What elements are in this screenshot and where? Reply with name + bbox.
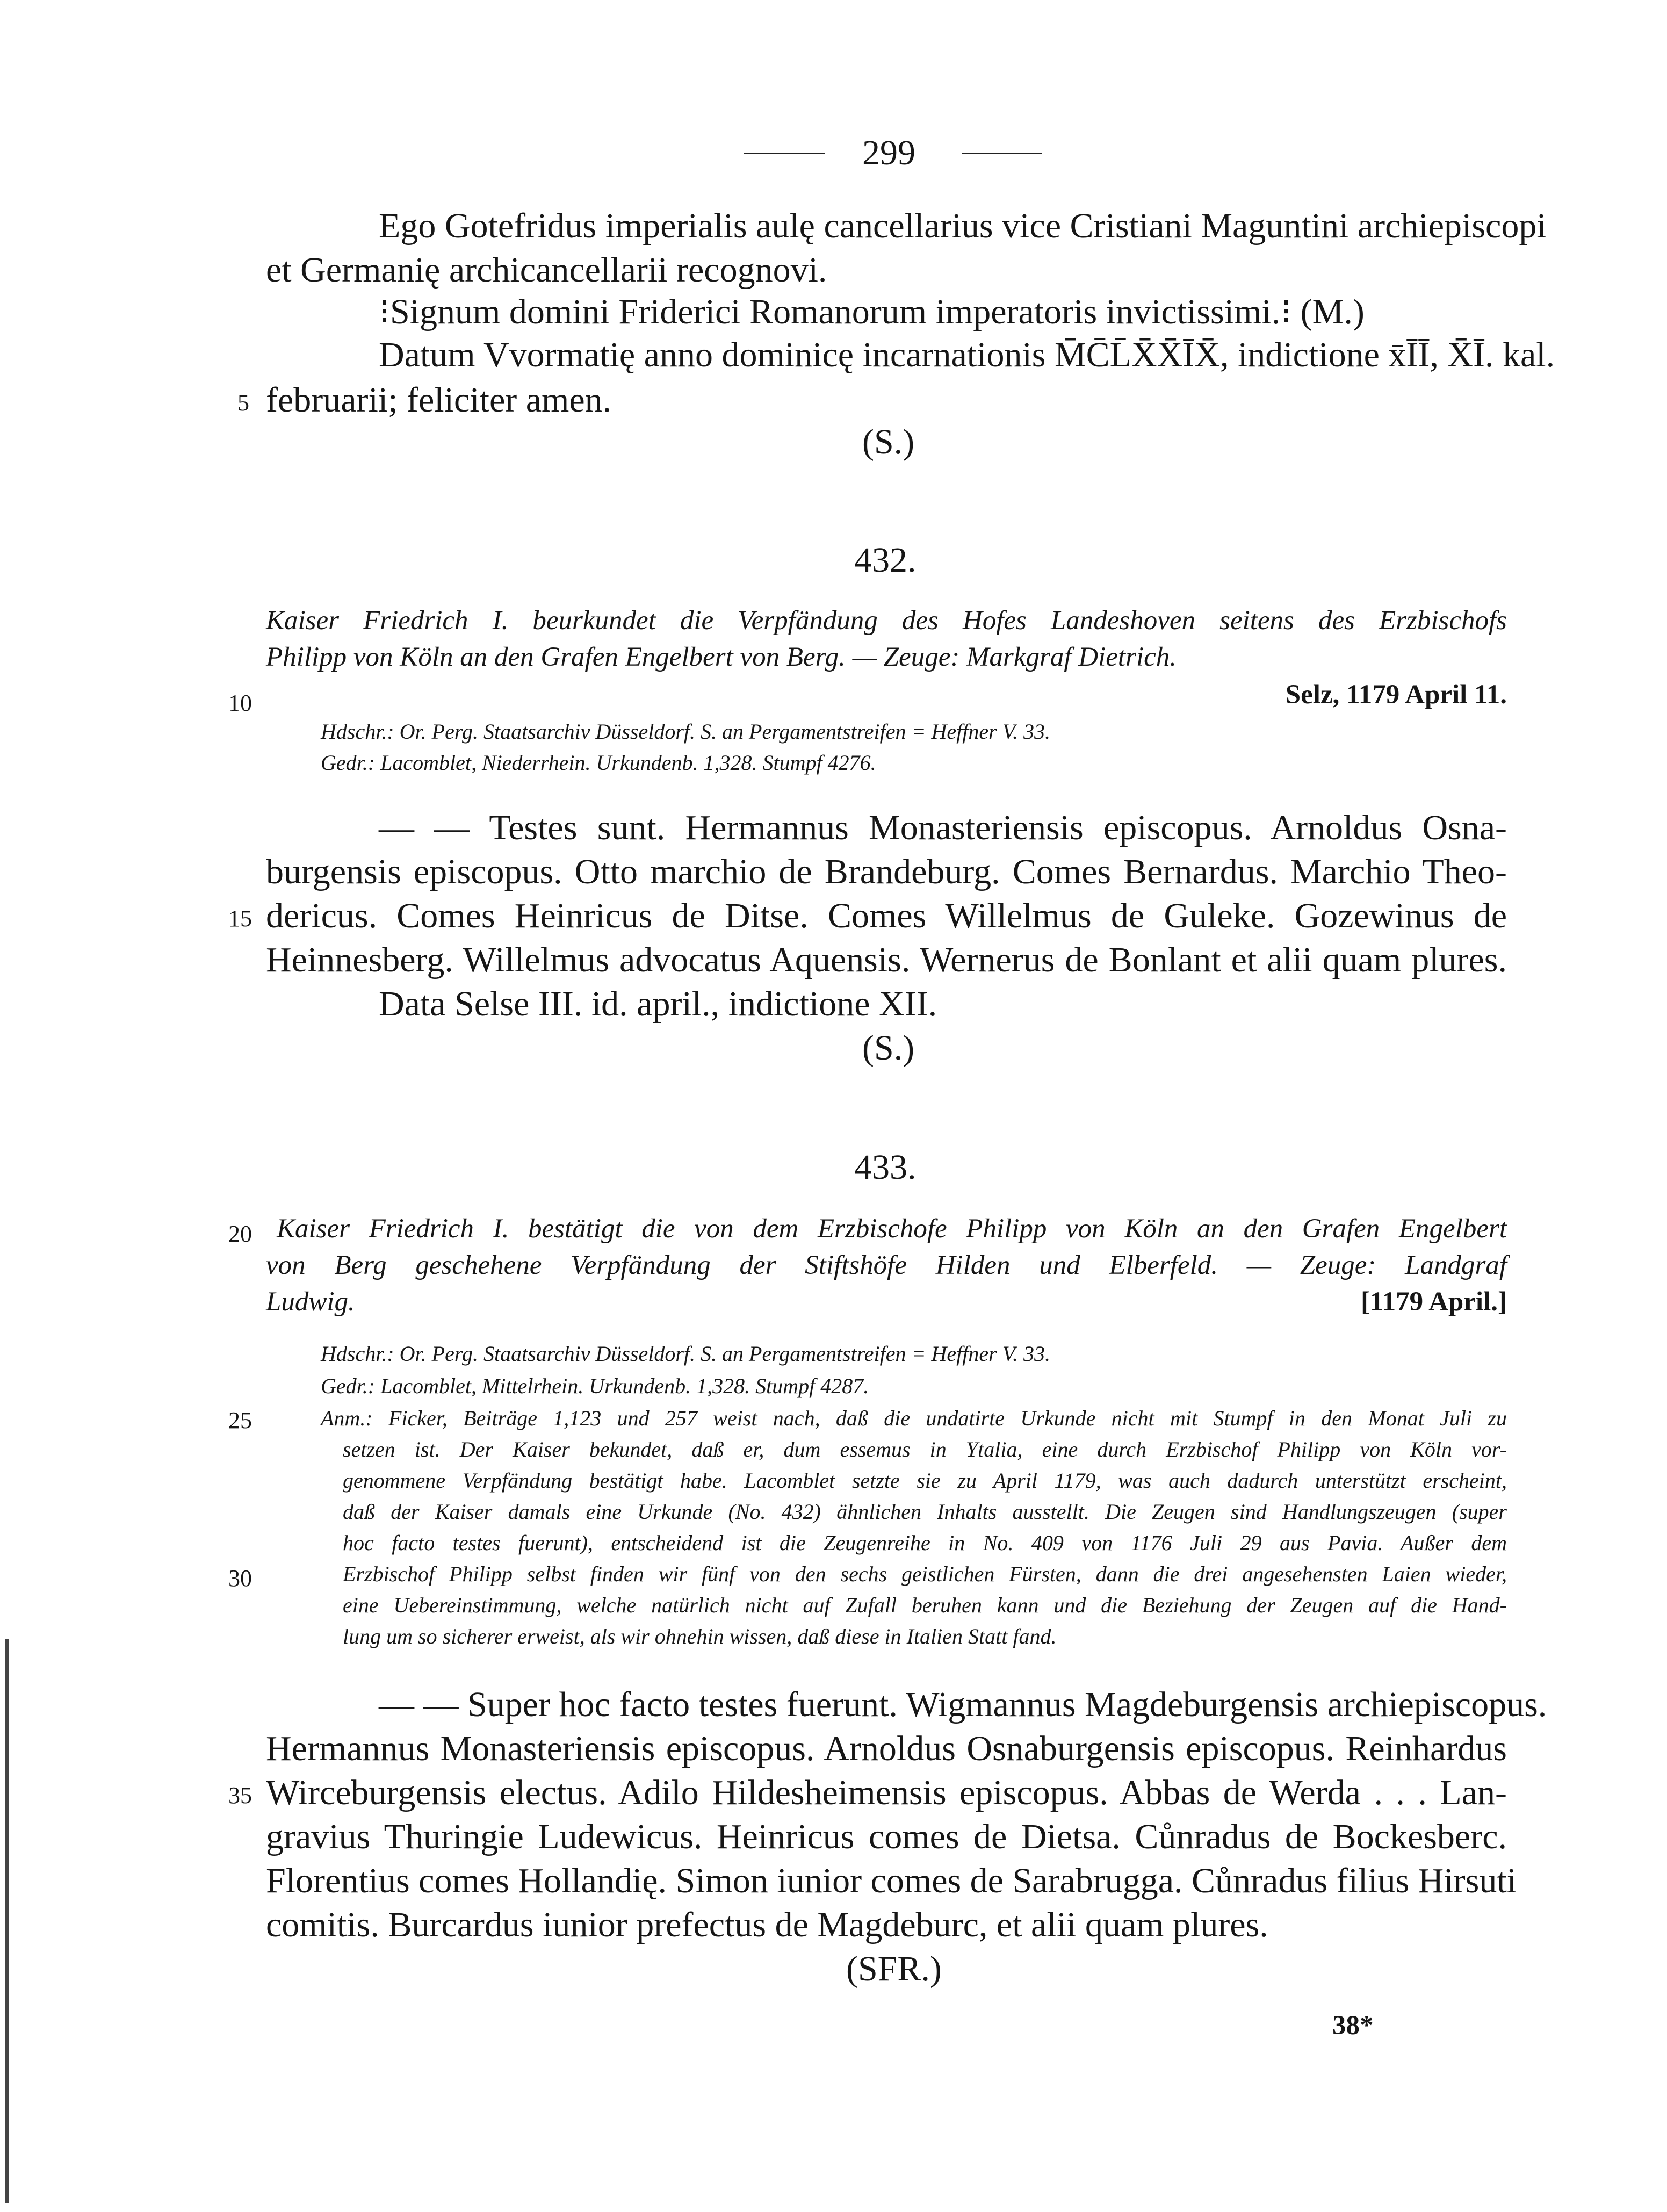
line-number-5: 5 [237,390,249,416]
line-number-35: 35 [228,1782,252,1808]
doc433-testes-1: — — Super hoc facto testes fuerunt. Wigmannus Magdeburgensis archiepiscopus. [379,1685,1547,1724]
doc432-number: 432. [854,541,917,580]
doc432-seal: (S.) [862,1028,915,1068]
doc432-testes-2: burgensis episcopus. Otto marchio de Brandeburg. Comes Bernardus. Marchio Theo- [266,852,1507,891]
line-number-30: 30 [228,1565,252,1591]
doc433-testes-6: comitis. Burcardus iunior prefectus de Magdeburc, et alii quam plures. [266,1905,1268,1944]
doc433-anm-3: genommene Verpfändung bestätigt habe. Lacomblet setzte sie zu April 1179, was auch dadurch unterstützt erscheint, [343,1468,1507,1493]
doc433-anm-8: lung um so sicherer erweist, als wir ohnehin wissen, daß diese in Italien Statt fand. [343,1624,1057,1648]
doc433-gedr: Gedr.: Lacomblet, Mittelrhein. Urkundenb. 1,328. Stumpf 4287. [321,1374,869,1398]
line-number-10: 10 [228,690,252,716]
doc433-summary-2: von Berg geschehene Verpfändung der Stiftshöfe Hilden und Elberfeld. — Zeuge: Landgraf [266,1250,1507,1280]
doc432-testes-1: — — Testes sunt. Hermannus Monasteriensis episcopus. Arnoldus Osna- [379,808,1507,847]
line-number-15: 15 [228,905,252,932]
doc432-hdschr: Hdschr.: Or. Perg. Staatsarchiv Düsseldorf. S. an Pergamentstreifen = Heffner V. 33. [321,719,1050,744]
doc432-gedr: Gedr.: Lacomblet, Niederrhein. Urkundenb. 1,328. Stumpf 4276. [321,751,876,775]
printer-signature: 38* [1332,2011,1374,2041]
doc432-summary-2: Philipp von Köln an den Grafen Engelbert von Berg. — Zeuge: Markgraf Dietrich. [266,642,1177,672]
doc433-anm-2: setzen ist. Der Kaiser bekundet, daß er, dum essemus in Ytalia, eine durch Erzbischof Philipp von Köln vor- [343,1437,1507,1461]
doc431-line-5: februarii; feliciter amen. [266,380,612,420]
header-rule-left [744,153,825,154]
doc433-anm-1: Anm.: Ficker, Beiträge 1,123 und 257 weist nach, daß die undatirte Urkunde nicht mit Stumpf in den Monat Juli zu [321,1406,1507,1430]
doc432-summary-1: Kaiser Friedrich I. beurkundet die Verpfändung des Hofes Landeshoven seitens des Erzbischofs [266,606,1507,636]
doc433-testes-4: gravius Thuringie Ludewicus. Heinricus comes de Dietsa. Cůnradus de Bockesberc. [266,1817,1507,1856]
doc433-testes-5: Florentius comes Hollandię. Simon iunior comes de Sarabrugga. Cůnradus filius Hirsuti [266,1861,1517,1900]
doc431-datum: Datum Vvormatię anno dominicę incarnationis M̄C̄L̄X̄X̄ĪX̄, indictione x̄ĪĪ, X̄Ī. kal. [379,335,1555,374]
doc433-anm-4: daß der Kaiser damals eine Urkunde (No. 432) ähnlichen Inhalts ausstellt. Die Zeugen sind Handlungszeugen (super [343,1500,1507,1524]
doc433-hdschr: Hdschr.: Or. Perg. Staatsarchiv Düsseldorf. S. an Pergamentstreifen = Heffner V. 33. [321,1342,1050,1366]
doc433-seal: (SFR.) [846,1949,942,1988]
doc433-number: 433. [854,1148,917,1187]
doc433-summary-1: Kaiser Friedrich I. bestätigt die von dem Erzbischofe Philipp von Köln an den Grafen Engelbert [277,1214,1507,1244]
line-number-25: 25 [228,1407,252,1433]
doc433-anm-6: Erzbischof Philipp selbst finden wir fünf von den sechs geistlichen Fürsten, dann die drei angesehensten Laien wieder, [343,1562,1507,1586]
doc431-seal: (S.) [862,422,915,462]
doc432-testes-3: dericus. Comes Heinricus de Ditse. Comes Willelmus de Guleke. Gozewinus de [266,896,1507,935]
doc433-anm-5: hoc facto testes fuerunt), entscheidend ist die Zeugenreihe in No. 409 von 1176 Juli 29 aus Pavia. Außer dem [343,1531,1507,1555]
header-rule-right [962,153,1042,154]
doc433-date: [1179 April.] [1360,1287,1507,1317]
doc432-testes-4: Heinnesberg. Willelmus advocatus Aquensis. Wernerus de Bonlant et alii quam plures. [266,940,1507,979]
doc431-signum: ⁝Signum domini Friderici Romanorum imperatoris invictissimi.⁝ (M.) [379,292,1365,332]
page-number: 299 [862,133,915,172]
doc433-summary-3: Ludwig. [266,1287,355,1317]
line-number-20: 20 [228,1221,252,1247]
doc432-place-date: Selz, 1179 April 11. [1285,680,1507,710]
doc432-data: Data Selse III. id. april., indictione XII. [379,984,937,1024]
doc431-line-1: Ego Gotefridus imperialis aulę cancellarius vice Cristiani Maguntini archiepiscopi [379,206,1547,246]
doc433-anm-7: eine Uebereinstimmung, welche natürlich nicht auf Zufall beruhen kann und die Beziehung der Zeugen auf die Hand- [343,1593,1507,1617]
doc433-testes-3: Wirceburgensis electus. Adilo Hildesheimensis episcopus. Abbas de Werda . . . Lan- [266,1773,1507,1812]
doc431-line-2: et Germanię archicancellarii recognovi. [266,250,827,290]
doc433-testes-2: Hermannus Monasteriensis episcopus. Arnoldus Osnaburgensis episcopus. Reinhardus [266,1729,1507,1768]
binding-edge [5,1639,9,2203]
